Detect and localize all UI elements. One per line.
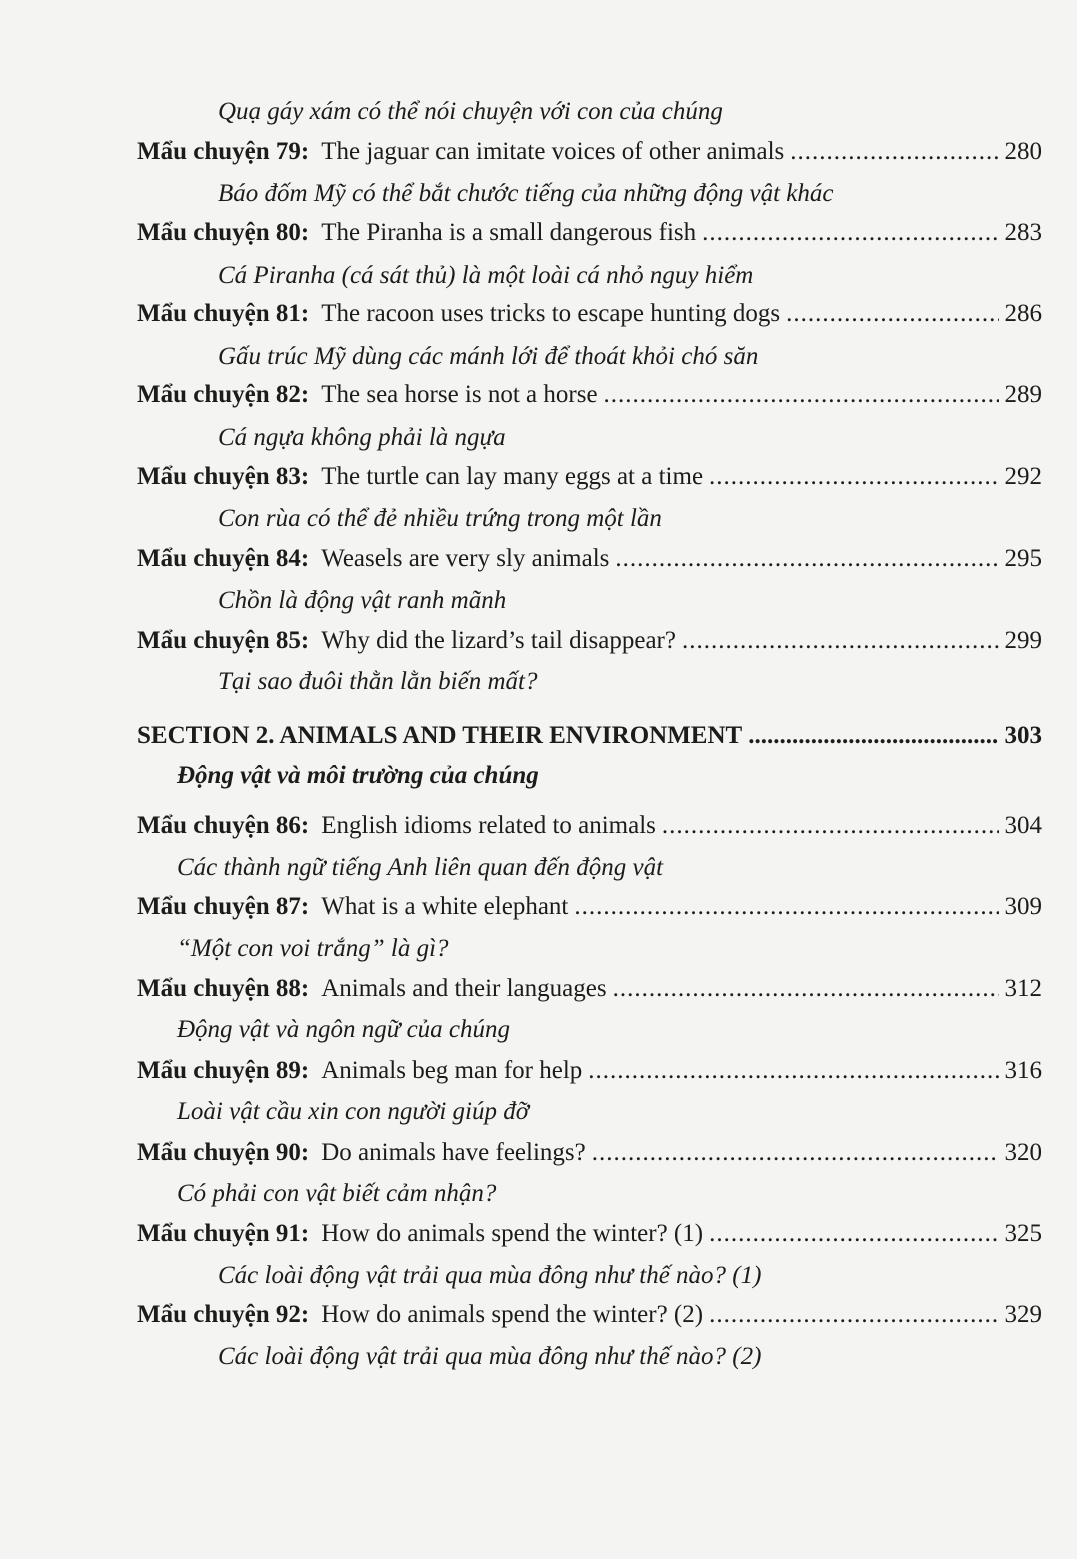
entry-translation: Chồn là động vật ranh mãnh	[218, 587, 507, 614]
entry-label: Mẩu chuyện 85:	[137, 627, 310, 654]
leader-dots	[574, 893, 998, 921]
leader-dots	[702, 219, 998, 247]
entry-page-number: 316	[1004, 1057, 1042, 1084]
entry-label: Mẩu chuyện 83:	[137, 463, 310, 490]
entry-title: How do animals spend the winter? (2)	[321, 1301, 704, 1328]
leader-dots	[748, 722, 998, 750]
toc-entry[interactable]	[137, 812, 1042, 846]
toc-entry[interactable]	[137, 1301, 1042, 1335]
entry-title: Do animals have feelings?	[321, 1139, 586, 1166]
toc-entry[interactable]	[137, 219, 1042, 253]
entry-page-number: 283	[1004, 219, 1042, 246]
entry-translation: Các loài động vật trải qua mùa đông như thế nào? (1)	[218, 1262, 762, 1289]
entry-label: Mẩu chuyện 82:	[137, 381, 310, 408]
entry-label: Mẩu chuyện 91:	[137, 1220, 310, 1247]
entry-translation: Tại sao đuôi thằn lằn biến mất?	[218, 668, 538, 695]
entry-page-number: 325	[1004, 1220, 1042, 1247]
leader-dots	[790, 138, 998, 166]
leader-dots	[709, 463, 998, 491]
leader-dots	[592, 1139, 999, 1167]
toc-entry[interactable]	[137, 1139, 1042, 1173]
leader-dots	[588, 1057, 998, 1085]
entry-page-number: 292	[1004, 463, 1042, 490]
entry-page-number: 280	[1004, 138, 1042, 165]
entry-page-number: 299	[1004, 627, 1042, 654]
toc-entry[interactable]	[137, 1057, 1042, 1091]
entry-label: Mẩu chuyện 92:	[137, 1301, 310, 1328]
leader-dots	[604, 381, 999, 409]
section-translation: Động vật và môi trường của chúng	[177, 762, 539, 789]
toc-entry[interactable]	[137, 975, 1042, 1009]
entry-translation: Quạ gáy xám có thể nói chuyện với con của chúng	[218, 98, 723, 125]
entry-label: Mẩu chuyện 81:	[137, 300, 310, 327]
entry-label: Mẩu chuyện 87:	[137, 893, 310, 920]
entry-title: The Piranha is a small dangerous fish	[321, 219, 697, 246]
leader-dots	[682, 627, 999, 655]
entry-label: Mẩu chuyện 88:	[137, 975, 310, 1002]
leader-dots	[613, 975, 999, 1003]
entry-page-number: 312	[1004, 975, 1042, 1002]
entry-title: Animals beg man for help	[321, 1057, 583, 1084]
toc-section[interactable]	[137, 722, 1042, 750]
leader-dots	[709, 1220, 998, 1248]
entry-title: Animals and their languages	[321, 975, 607, 1002]
entry-translation: Loài vật cầu xin con người giúp đỡ	[177, 1098, 530, 1125]
toc-entry[interactable]	[137, 300, 1042, 334]
toc-entry[interactable]	[137, 381, 1042, 415]
entry-label: Mẩu chuyện 79:	[137, 138, 310, 165]
entry-translation: Động vật và ngôn ngữ của chúng	[177, 1016, 511, 1043]
entry-page-number: 329	[1004, 1301, 1042, 1328]
leader-dots	[615, 545, 998, 573]
entry-translation: Các thành ngữ tiếng Anh liên quan đến động vật	[177, 854, 664, 881]
entry-translation: Con rùa có thể đẻ nhiều trứng trong một lần	[218, 505, 662, 532]
entry-translation: Gấu trúc Mỹ dùng các mánh lới để thoát khỏi chó săn	[218, 343, 759, 370]
entry-page-number: 309	[1004, 893, 1042, 920]
entry-label: Mẩu chuyện 86:	[137, 812, 310, 839]
toc-entry[interactable]	[137, 138, 1042, 172]
section-page-number: 303	[1004, 722, 1042, 749]
entry-title: The turtle can lay many eggs at a time	[321, 463, 704, 490]
entry-title: What is a white elephant	[321, 893, 569, 920]
toc-entry[interactable]	[137, 893, 1042, 927]
entry-translation: Các loài động vật trải qua mùa đông như thế nào? (2)	[218, 1343, 762, 1370]
entry-page-number: 320	[1004, 1139, 1042, 1166]
entry-page-number: 286	[1004, 300, 1042, 327]
entry-translation: Báo đốm Mỹ có thể bắt chước tiếng của những động vật khác	[218, 180, 834, 207]
entry-translation: “Một con voi trắng” là gì?	[177, 935, 449, 962]
entry-translation: Có phải con vật biết cảm nhận?	[177, 1180, 497, 1207]
leader-dots	[709, 1301, 998, 1329]
toc-entry[interactable]	[137, 463, 1042, 497]
leader-dots	[662, 812, 999, 840]
entry-title: The jaguar can imitate voices of other animals	[321, 138, 785, 165]
entry-title: The sea horse is not a horse	[321, 381, 598, 408]
entry-title: Weasels are very sly animals	[321, 545, 610, 572]
leader-dots	[786, 300, 998, 328]
entry-translation: Cá ngựa không phải là ngựa	[218, 424, 506, 451]
entry-page-number: 295	[1004, 545, 1042, 572]
toc-entry[interactable]	[137, 1220, 1042, 1254]
entry-label: Mẩu chuyện 89:	[137, 1057, 310, 1084]
toc-entry[interactable]	[137, 627, 1042, 661]
entry-title: Why did the lizard’s tail disappear?	[321, 627, 676, 654]
entry-label: Mẩu chuyện 84:	[137, 545, 310, 572]
entry-title: How do animals spend the winter? (1)	[321, 1220, 704, 1247]
entry-title: The racoon uses tricks to escape hunting dogs	[321, 300, 781, 327]
entry-label: Mẩu chuyện 80:	[137, 219, 310, 246]
entry-label: Mẩu chuyện 90:	[137, 1139, 310, 1166]
entry-page-number: 289	[1004, 381, 1042, 408]
toc-entry[interactable]	[137, 545, 1042, 579]
entry-title: English idioms related to animals	[321, 812, 656, 839]
section-title: SECTION 2. ANIMALS AND THEIR ENVIRONMENT	[137, 722, 743, 749]
entry-page-number: 304	[1004, 812, 1042, 839]
entry-translation: Cá Piranha (cá sát thủ) là một loài cá nhỏ nguy hiểm	[218, 262, 754, 289]
